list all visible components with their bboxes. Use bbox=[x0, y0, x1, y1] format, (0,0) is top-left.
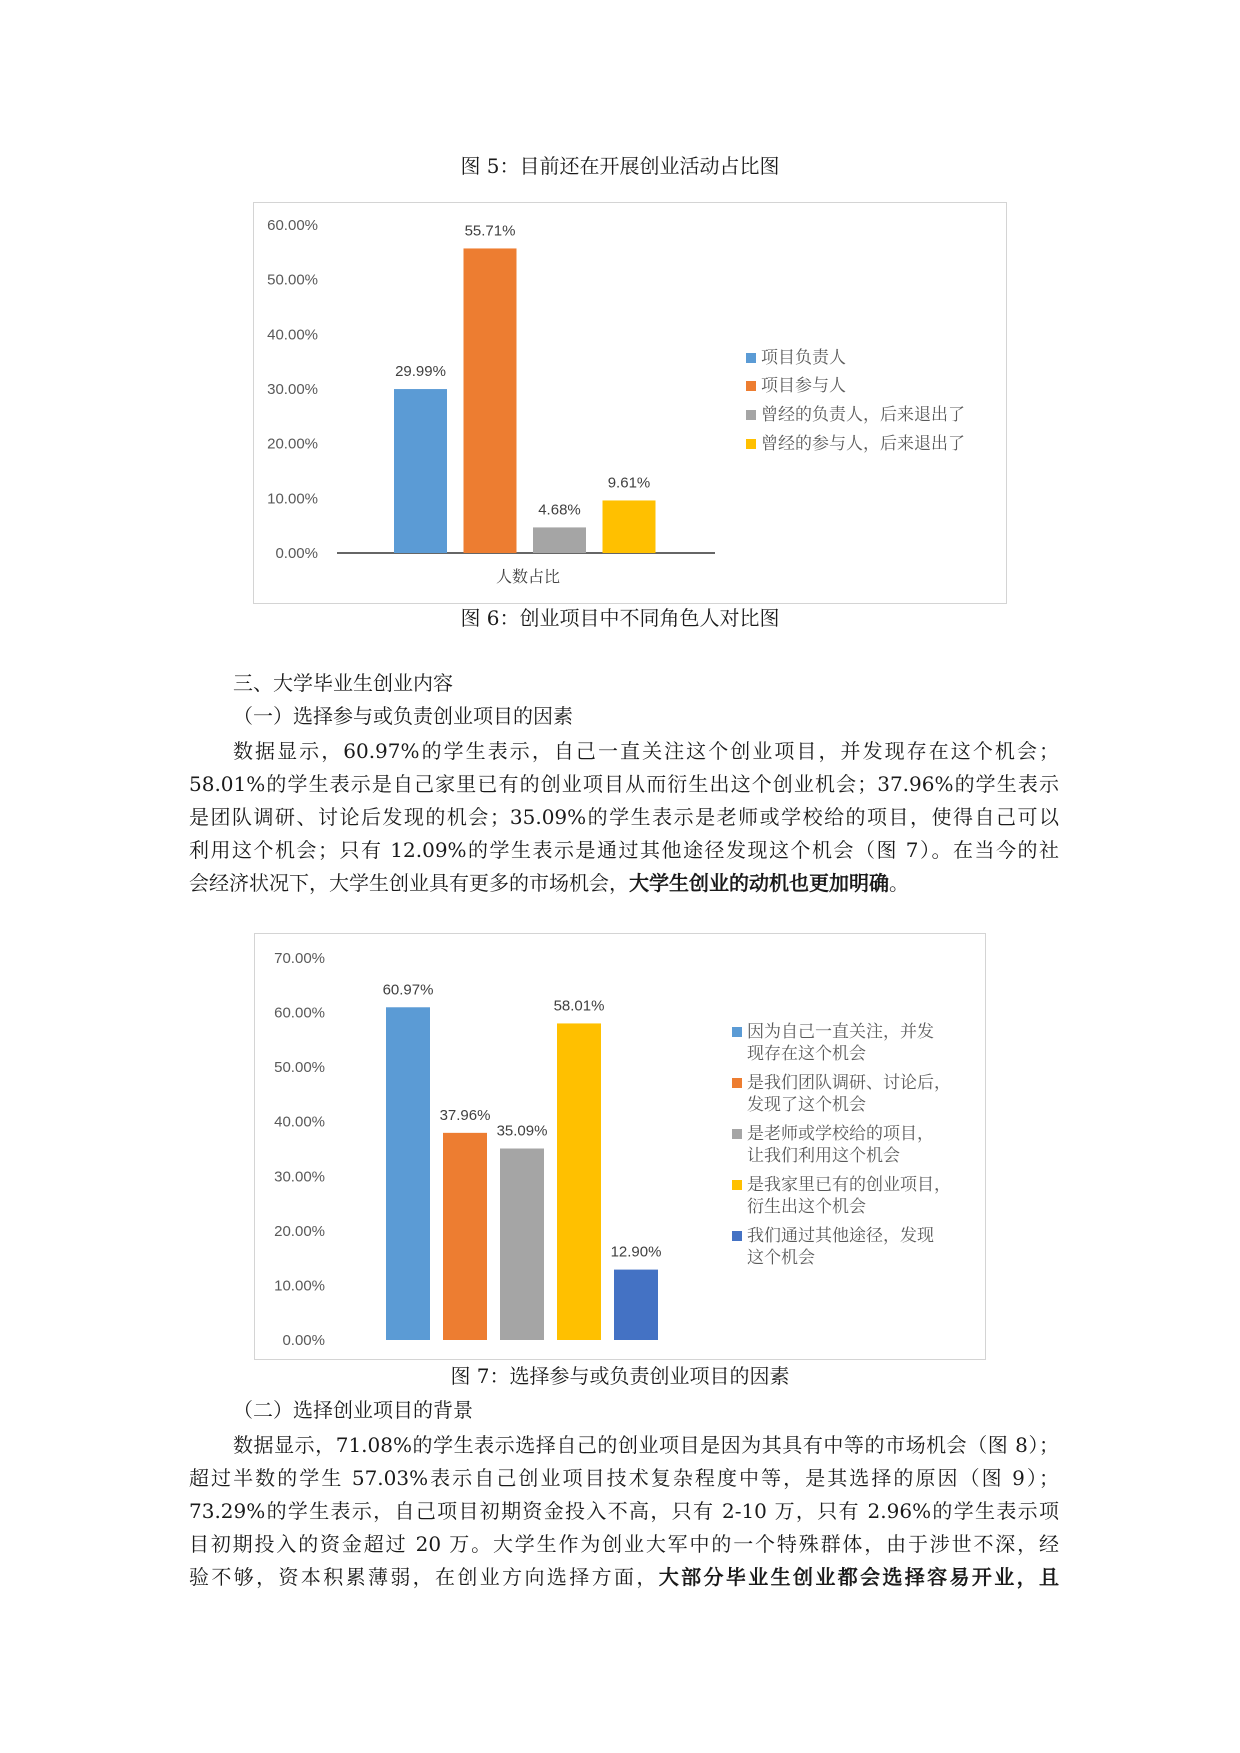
data-label: 4.68% bbox=[538, 501, 581, 519]
legend-item bbox=[732, 1021, 934, 1065]
paragraph-line: 58.01%的学生表示是自己家里已有的创业项目从而衍生出这个创业机会；37.96%的学生表示 bbox=[189, 772, 1059, 796]
section-heading: 三、大学毕业生创业内容 bbox=[233, 671, 453, 695]
bar bbox=[614, 1270, 658, 1340]
data-label: 55.71% bbox=[464, 222, 516, 240]
figure7-chart bbox=[254, 933, 986, 1360]
figure6-legend bbox=[746, 347, 996, 467]
figure5-caption: 图 5：目前还在开展创业活动占比图 bbox=[460, 154, 780, 178]
data-label: 58.01% bbox=[553, 997, 605, 1015]
legend-label bbox=[747, 1021, 934, 1065]
legend-label: 曾经的参与人，后来退出了 bbox=[761, 434, 965, 454]
paragraph-line: 是团队调研、讨论后发现的机会；35.09%的学生表示是老师或学校给的项目，使得自己可以 bbox=[189, 805, 1059, 829]
legend-label-line: 因为自己一直关注，并发 bbox=[747, 1022, 934, 1042]
subsection-heading-2: （二）选择创业项目的背景 bbox=[233, 1398, 473, 1422]
bar bbox=[500, 1149, 544, 1340]
legend-swatch bbox=[746, 410, 756, 420]
legend-label-line: 发现了这个机会 bbox=[747, 1095, 866, 1115]
legend-item bbox=[746, 404, 965, 426]
figure6-chart bbox=[253, 202, 1007, 604]
legend-label: 曾经的负责人，后来退出了 bbox=[761, 405, 965, 425]
paragraph-line: 73.29%的学生表示，自己项目初期资金投入不高，只有 2-10 万，只有 2.96%的学生表示项 bbox=[189, 1499, 1059, 1523]
data-label: 12.90% bbox=[610, 1243, 662, 1261]
legend-item bbox=[746, 433, 965, 455]
legend-label bbox=[747, 1174, 951, 1218]
data-label: 29.99% bbox=[395, 363, 446, 381]
subsection-heading-1: （一）选择参与或负责创业项目的因素 bbox=[233, 704, 573, 728]
data-label: 9.61% bbox=[607, 474, 651, 492]
paragraph-text: 验不够，资本积累薄弱，在创业方向选择方面， bbox=[189, 1565, 659, 1589]
legend-label-line: 是我们团队调研、讨论后， bbox=[747, 1073, 951, 1093]
legend-label-line: 是我家里已有的创业项目， bbox=[747, 1175, 951, 1195]
legend-item bbox=[732, 1225, 934, 1269]
legend-label-line: 衍生出这个机会 bbox=[747, 1197, 866, 1217]
paragraph-line bbox=[189, 1561, 1059, 1594]
paragraph-text: 。 bbox=[889, 871, 909, 895]
legend-item bbox=[746, 375, 846, 397]
bar bbox=[386, 1007, 430, 1340]
legend-swatch bbox=[732, 1180, 742, 1190]
data-label: 37.96% bbox=[439, 1106, 491, 1124]
legend-swatch bbox=[732, 1231, 742, 1241]
y-tick-label: 10.00% bbox=[274, 1277, 325, 1295]
bar bbox=[533, 527, 586, 553]
legend-label-line: 我们通过其他途径，发现 bbox=[747, 1226, 934, 1246]
legend-label-line: 现存在这个机会 bbox=[747, 1044, 866, 1064]
y-tick-label: 0.00% bbox=[275, 545, 318, 562]
legend-label-line: 让我们利用这个机会 bbox=[747, 1146, 900, 1166]
y-tick-label: 0.00% bbox=[282, 1332, 325, 1349]
y-tick-label: 20.00% bbox=[267, 435, 318, 453]
data-label: 60.97% bbox=[382, 981, 434, 999]
figure6-caption: 图 6：创业项目中不同角色人对比图 bbox=[460, 606, 780, 630]
paragraph-bold-text: 大学生创业的动机也更加明确 bbox=[629, 871, 889, 895]
legend-swatch bbox=[732, 1027, 742, 1037]
y-tick-label: 60.00% bbox=[267, 217, 318, 234]
legend-label bbox=[747, 1225, 934, 1269]
bar bbox=[443, 1133, 487, 1340]
y-tick-label: 30.00% bbox=[274, 1168, 325, 1186]
legend-label: 项目负责人 bbox=[761, 348, 846, 368]
paragraph-line: 利用这个机会；只有 12.09%的学生表示是通过其他途径发现这个机会（图 7）。在当今的社 bbox=[189, 838, 1059, 862]
paragraph-2 bbox=[189, 1429, 1059, 1594]
figure7-legend bbox=[732, 1021, 977, 1281]
y-tick-label: 40.00% bbox=[274, 1113, 325, 1131]
legend-swatch bbox=[732, 1078, 742, 1088]
legend-item bbox=[746, 347, 846, 369]
legend-label bbox=[747, 1072, 951, 1116]
legend-swatch bbox=[746, 381, 756, 391]
paragraph-line: 超过半数的学生 57.03%表示自己创业项目技术复杂程度中等，是其选择的原因（图 9）； bbox=[189, 1466, 1059, 1490]
paragraph-line: 数据显示，60.97%的学生表示，自己一直关注这个创业项目，并发现存在这个机会； bbox=[233, 739, 1059, 763]
y-tick-label: 70.00% bbox=[274, 950, 325, 967]
y-tick-label: 10.00% bbox=[267, 490, 318, 508]
legend-label bbox=[747, 1123, 934, 1167]
data-label: 35.09% bbox=[496, 1122, 548, 1140]
y-tick-label: 50.00% bbox=[274, 1059, 325, 1077]
bar bbox=[394, 389, 447, 553]
legend-item bbox=[732, 1174, 951, 1218]
legend-label-line: 这个机会 bbox=[747, 1248, 815, 1268]
paragraph-line: 目初期投入的资金超过 20 万。大学生作为创业大军中的一个特殊群体，由于涉世不深，经 bbox=[189, 1532, 1059, 1556]
paragraph-line bbox=[189, 867, 1059, 900]
y-tick-label: 60.00% bbox=[274, 1004, 325, 1022]
y-tick-label: 50.00% bbox=[267, 271, 318, 289]
figure7-caption: 图 7：选择参与或负责创业项目的因素 bbox=[450, 1364, 790, 1388]
x-category-label: 人数占比 bbox=[495, 567, 561, 586]
y-tick-label: 30.00% bbox=[267, 381, 318, 398]
bar bbox=[557, 1023, 601, 1340]
paragraph-line: 数据显示，71.08%的学生表示选择自己的创业项目是因为其具有中等的市场机会（图 8）； bbox=[233, 1433, 1059, 1457]
bar bbox=[603, 500, 656, 553]
paragraph-text: 会经济状况下，大学生创业具有更多的市场机会， bbox=[189, 871, 629, 895]
y-tick-label: 40.00% bbox=[267, 326, 318, 344]
bar bbox=[464, 248, 517, 553]
y-tick-label: 20.00% bbox=[274, 1222, 325, 1240]
paragraph-bold-text: 大部分毕业生创业都会选择容易开业，且 bbox=[658, 1565, 1060, 1589]
legend-swatch bbox=[746, 353, 756, 363]
legend-swatch bbox=[732, 1129, 742, 1139]
legend-item bbox=[732, 1072, 951, 1116]
legend-swatch bbox=[746, 439, 756, 449]
legend-item bbox=[732, 1123, 934, 1167]
legend-label-line: 是老师或学校给的项目， bbox=[747, 1124, 934, 1144]
legend-label: 项目参与人 bbox=[761, 376, 846, 396]
paragraph-1 bbox=[189, 735, 1059, 900]
